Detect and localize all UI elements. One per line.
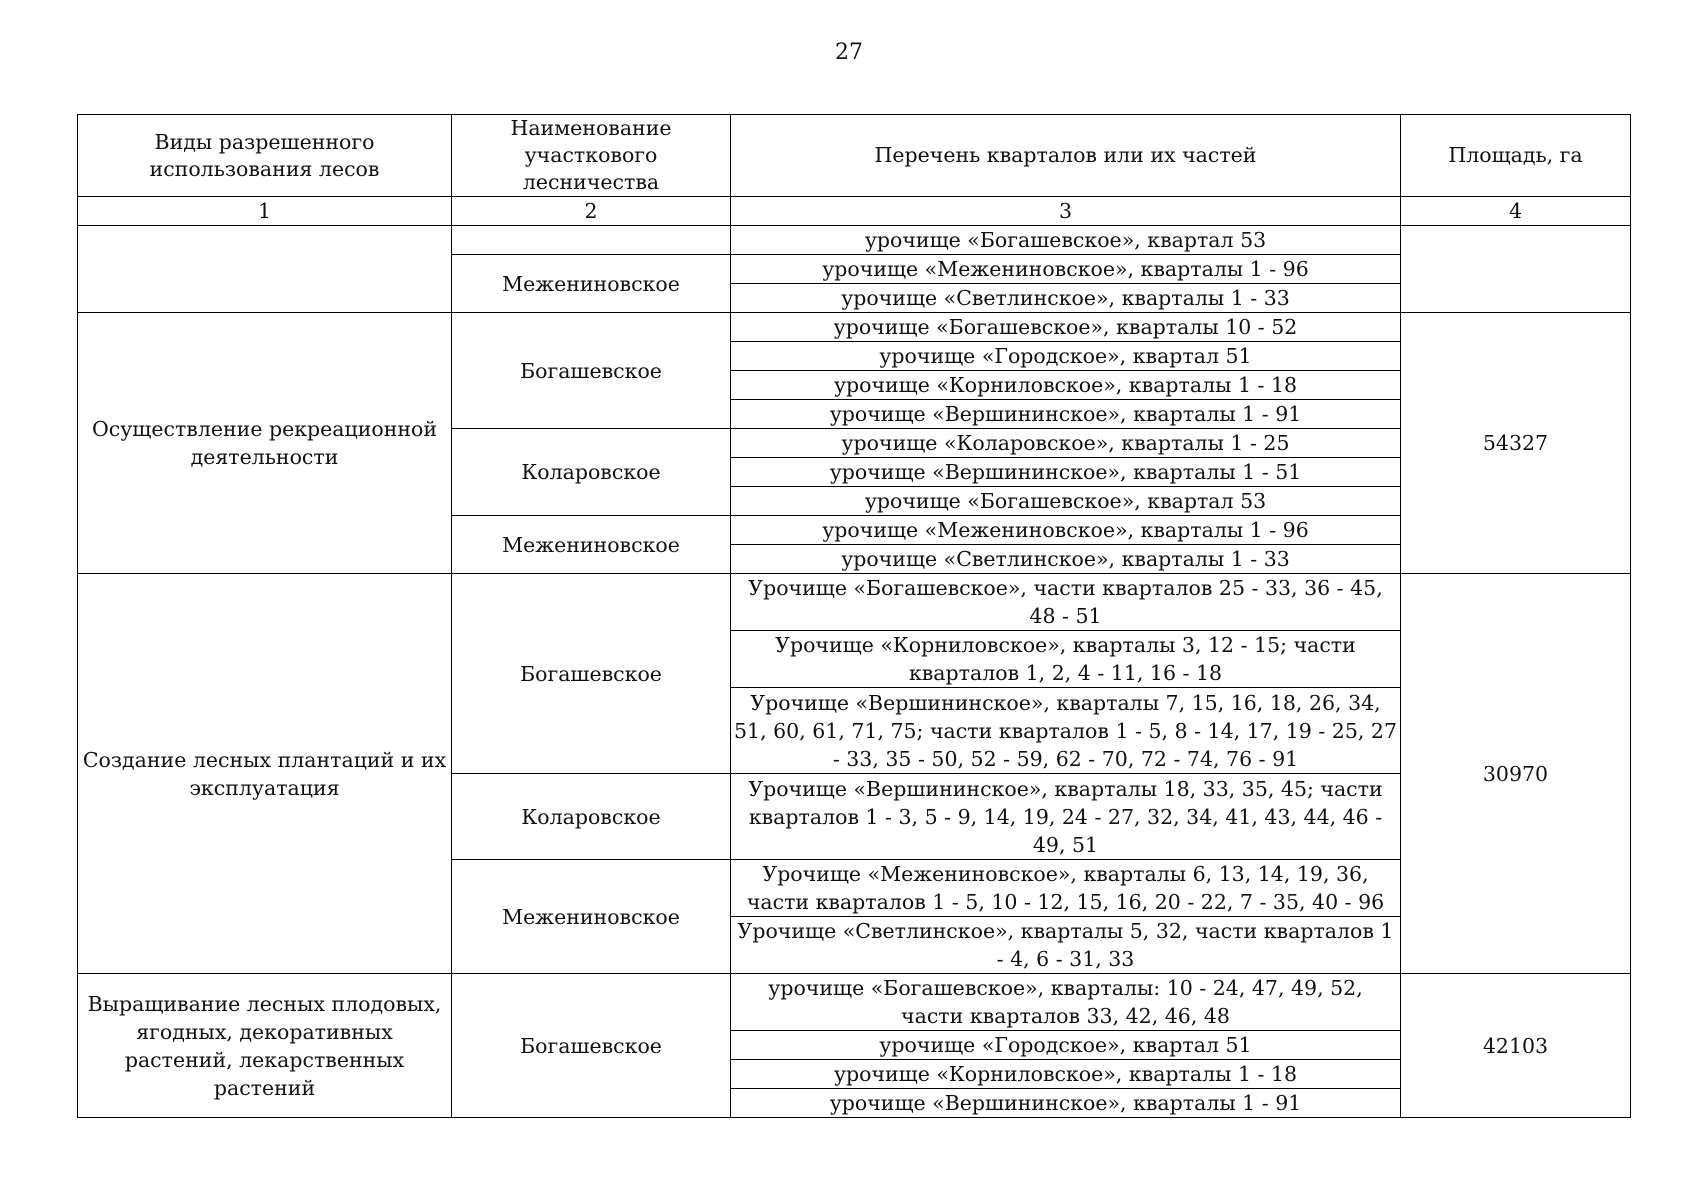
quarters-cell: урочище «Корниловское», кварталы 1 - 18: [731, 371, 1401, 400]
district-cell: Богашевское: [452, 974, 731, 1118]
forest-use-table: [77, 114, 1631, 1118]
area-cell: 54327: [1401, 313, 1631, 574]
area-cell: 42103: [1401, 974, 1631, 1118]
quarters-cell: урочище «Городское», квартал 51: [731, 1031, 1401, 1060]
use-type-cell: Осуществление рекреационной деятельности: [78, 313, 452, 574]
quarters-cell: Урочище «Межениновское», кварталы 6, 13, 14, 19, 36, части кварталов 1 - 5, 10 - 12, 15, 16, 20 - 22, 7 - 35, 40 - 96: [731, 860, 1401, 917]
header-use-type: Виды разрешенного использования лесов: [78, 115, 452, 197]
district-cell: Межениновское: [452, 860, 731, 974]
quarters-cell: урочище «Вершининское», кварталы 1 - 51: [731, 458, 1401, 487]
quarters-cell: урочище «Светлинское», кварталы 1 - 33: [731, 545, 1401, 574]
quarters-cell: урочище «Вершининское», кварталы 1 - 91: [731, 400, 1401, 429]
column-number: 1: [78, 197, 452, 226]
quarters-cell: урочище «Богашевское», кварталы: 10 - 24, 47, 49, 52, части кварталов 33, 42, 46, 48: [731, 974, 1401, 1031]
district-cell: [452, 226, 731, 255]
quarters-cell: Урочище «Светлинское», кварталы 5, 32, части кварталов 1 - 4, 6 - 31, 33: [731, 917, 1401, 974]
district-cell: Богашевское: [452, 313, 731, 429]
column-number: 3: [731, 197, 1401, 226]
quarters-cell: урочище «Коларовское», кварталы 1 - 25: [731, 429, 1401, 458]
district-cell: Межениновское: [452, 516, 731, 574]
quarters-cell: урочище «Межениновское», кварталы 1 - 96: [731, 255, 1401, 284]
column-number: 2: [452, 197, 731, 226]
header-row: [78, 115, 1631, 197]
quarters-cell: урочище «Светлинское», кварталы 1 - 33: [731, 284, 1401, 313]
district-cell: Коларовское: [452, 429, 731, 516]
district-cell: Богашевское: [452, 574, 731, 774]
quarters-cell: урочище «Богашевское», квартал 53: [731, 487, 1401, 516]
district-cell: Коларовское: [452, 774, 731, 860]
table-row: [78, 226, 1631, 255]
quarters-cell: урочище «Межениновское», кварталы 1 - 96: [731, 516, 1401, 545]
table-row: [78, 313, 1631, 342]
table-row: [78, 574, 1631, 631]
use-type-cell: Создание лесных плантаций и их эксплуатация: [78, 574, 452, 974]
use-type-cell: [78, 226, 452, 313]
column-number-row: [78, 197, 1631, 226]
quarters-cell: урочище «Городское», квартал 51: [731, 342, 1401, 371]
quarters-cell: урочище «Богашевское», кварталы 10 - 52: [731, 313, 1401, 342]
quarters-cell: урочище «Богашевское», квартал 53: [731, 226, 1401, 255]
quarters-cell: Урочище «Корниловское», кварталы 3, 12 - 15; части кварталов 1, 2, 4 - 11, 16 - 18: [731, 631, 1401, 688]
page-number: 27: [835, 40, 863, 65]
use-type-cell: Выращивание лесных плодовых, ягодных, декоративных растений, лекарственных растений: [78, 974, 452, 1118]
district-cell: Межениновское: [452, 255, 731, 313]
quarters-cell: Урочище «Вершининское», кварталы 7, 15, 16, 18, 26, 34, 51, 60, 61, 71, 75; части кварталов 1 - 5, 8 - 14, 17, 19 - 25, 27 - 33, 35 - 50, 52 - 59, 62 - 70, 72 - 74, 76 - 91: [731, 688, 1401, 774]
quarters-cell: урочище «Корниловское», кварталы 1 - 18: [731, 1060, 1401, 1089]
quarters-cell: Урочище «Богашевское», части кварталов 25 - 33, 36 - 45, 48 - 51: [731, 574, 1401, 631]
header-quarters: Перечень кварталов или их частей: [731, 115, 1401, 197]
header-district: Наименование участкового лесничества: [452, 115, 731, 197]
quarters-cell: Урочище «Вершининское», кварталы 18, 33, 35, 45; части кварталов 1 - 3, 5 - 9, 14, 19, 24 - 27, 32, 34, 41, 43, 44, 46 - 49, 51: [731, 774, 1401, 860]
quarters-cell: урочище «Вершининское», кварталы 1 - 91: [731, 1089, 1401, 1118]
header-area: Площадь, га: [1401, 115, 1631, 197]
area-cell: [1401, 226, 1631, 313]
column-number: 4: [1401, 197, 1631, 226]
table-row: [78, 974, 1631, 1031]
area-cell: 30970: [1401, 574, 1631, 974]
